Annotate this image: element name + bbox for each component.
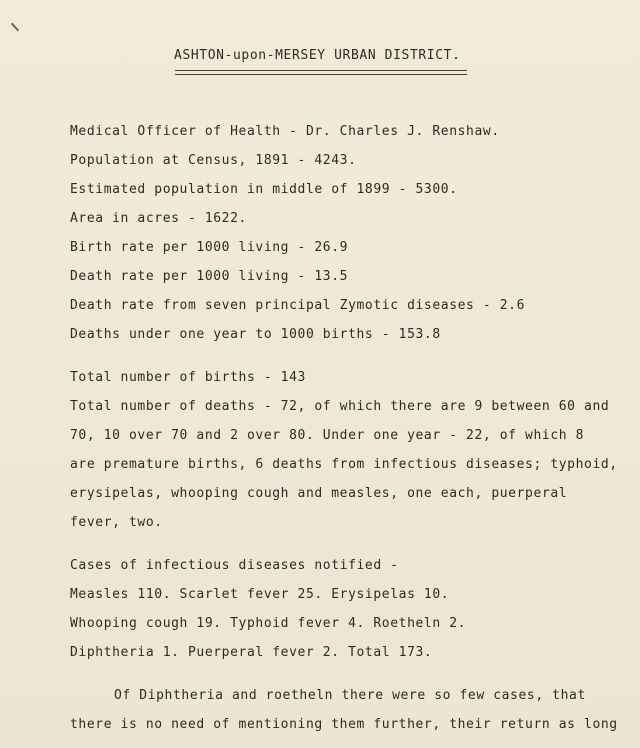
infectious-row-1: Measles 110. Scarlet fever 25. Erysipelas 10. [70,587,450,602]
stat-medical-officer: Medical Officer of Health - Dr. Charles J. Renshaw. [70,124,500,139]
title-underline-1 [175,70,467,71]
stat-birth-rate: Birth rate per 1000 living - 26.9 [70,240,349,255]
deaths-line-1: Total number of deaths - 72, of which there are 9 between 60 and [70,399,610,414]
births-line: Total number of births - 143 [70,370,306,385]
deaths-line-2: 70, 10 over 70 and 2 over 80. Under one year - 22, of which 8 [70,428,585,443]
stat-infant-deaths: Deaths under one year to 1000 births - 153.8 [70,327,441,342]
deaths-line-5: fever, two. [70,515,163,530]
deaths-line-4: erysipelas, whooping cough and measles, one each, puerperal [70,486,568,501]
stat-area: Area in acres - 1622. [70,211,247,226]
infectious-row-2: Whooping cough 19. Typhoid fever 4. Roetheln 2. [70,616,467,631]
corner-mark [11,23,19,32]
document-title: ASHTON-upon-MERSEY URBAN DISTRICT. [174,48,461,63]
infectious-row-3: Diphtheria 1. Puerperal fever 2. Total 173. [70,645,433,660]
stat-zymotic-rate: Death rate from seven principal Zymotic diseases - 2.6 [70,298,526,313]
paragraph-line-2: there is no need of mentioning them further, their return as long [70,717,618,732]
paragraph-line-1: Of Diphtheria and roetheln there were so few cases, that [114,688,586,703]
infectious-heading: Cases of infectious diseases notified - [70,558,399,573]
title-underline-2 [175,74,467,75]
stat-population-census: Population at Census, 1891 - 4243. [70,153,357,168]
stat-death-rate: Death rate per 1000 living - 13.5 [70,269,349,284]
deaths-line-3: are premature births, 6 deaths from infectious diseases; typhoid, [70,457,618,472]
stat-estimated-population: Estimated population in middle of 1899 - 5300. [70,182,458,197]
